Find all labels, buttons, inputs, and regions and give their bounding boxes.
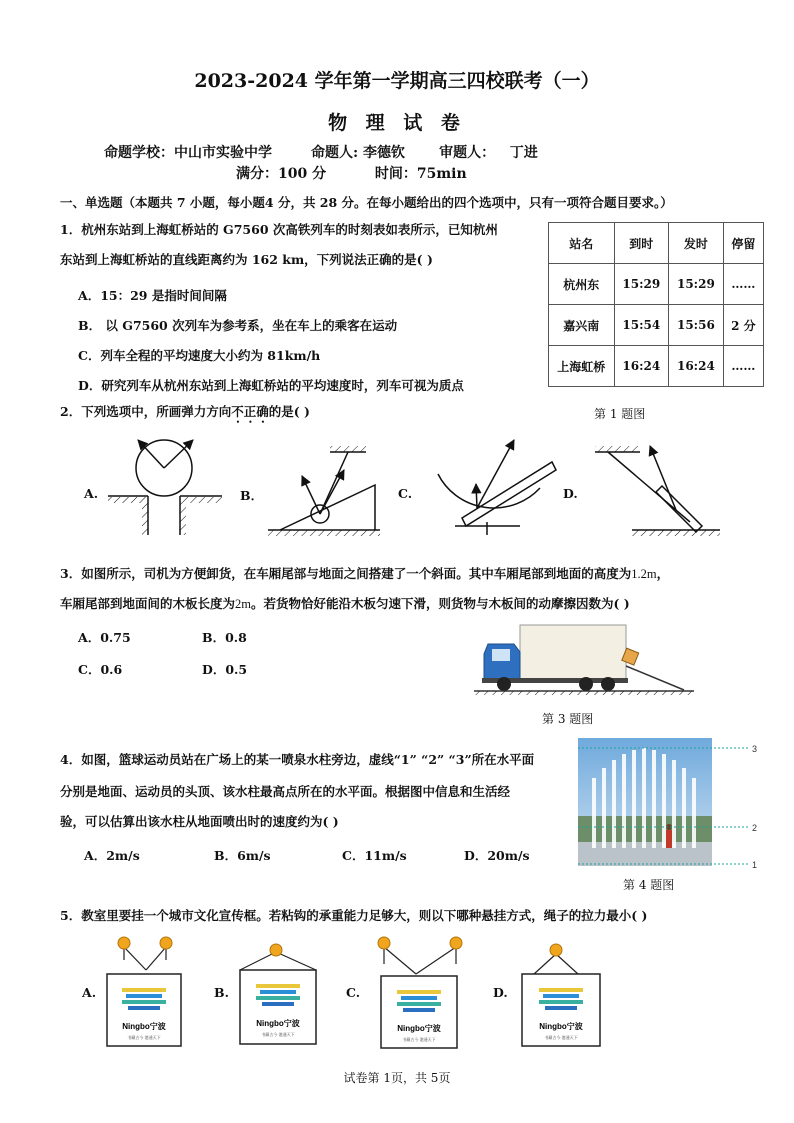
q4-line2: 分别是地面、运动员的头顶、该水柱最高点所在的水平面。根据图中信息和生活经 — [60, 784, 511, 799]
table-cell: 杭州东 — [549, 264, 615, 305]
q1-caption: 第 1 题图 — [594, 407, 646, 421]
q3-line1-end: ， — [656, 566, 670, 581]
basketball-player — [666, 830, 672, 848]
q3-caption: 第 3 题图 — [542, 712, 594, 726]
q4-line1: 4．如图，篮球运动员站在广场上的某一喷泉水柱旁边，虚线“1” “2” “3”所在水平面 — [60, 752, 535, 767]
school-label: 命题学校：中山市实验中学 — [104, 145, 272, 161]
q4-caption: 第 4 题图 — [623, 878, 675, 892]
author-label: 命题人: 李德钦 — [311, 145, 406, 161]
table-cell: …… — [723, 264, 763, 305]
exam-subtitle: 物 理 试 卷 — [328, 112, 466, 134]
q3-option-b: B．0.8 — [202, 630, 247, 645]
q3-option-d: D．0.5 — [202, 662, 248, 677]
frame-d — [522, 944, 600, 1046]
logo-text: Ningbo宁波 — [539, 1022, 583, 1031]
ramp-board — [626, 666, 684, 690]
q5-option-b: B. — [214, 985, 229, 1000]
q5-option-d: D. — [493, 985, 508, 1000]
q4-fountain-photo — [578, 738, 768, 870]
q3-truck-diagram — [474, 620, 694, 700]
q4-option-b: B．6m/s — [214, 848, 271, 863]
table-row — [549, 305, 764, 346]
table-cell: 16:24 — [669, 346, 724, 387]
truck-wheel — [579, 677, 593, 691]
timetable-header: 站名 — [549, 223, 615, 264]
logo-text: Ningbo宁波 — [256, 1019, 300, 1028]
page-footer: 试卷第 1页，共 5页 — [343, 1071, 451, 1085]
truck-wheel — [601, 677, 615, 691]
diagram-a — [108, 440, 222, 535]
q4-option-c: C．11m/s — [342, 848, 407, 863]
logo-sub: 书藏古今 港通天下 — [544, 1035, 578, 1040]
ground-hatch — [474, 691, 694, 695]
table-row — [549, 264, 764, 305]
q2-option-b: B． — [240, 488, 264, 503]
q4-option-d: D．20m/s — [464, 848, 530, 863]
q1-option-b: B． 以 G7560 次列车为参考系，坐在车上的乘客在运动 — [78, 318, 398, 333]
q3-line2 — [60, 594, 630, 614]
table-cell: …… — [723, 346, 763, 387]
q3-option-a: A．0.75 — [78, 630, 131, 645]
mark-2: 2 — [752, 823, 758, 833]
diagram-c — [438, 440, 556, 535]
table-cell: 上海虹桥 — [549, 346, 615, 387]
logo-sub: 书藏古今 港通天下 — [127, 1035, 161, 1040]
diagram-d — [595, 446, 720, 536]
q5-stem: 5．教室里要挂一个城市文化宣传框。若粘钩的承重能力足够大，则以下哪种悬挂方式，绳子的拉力最小( ) — [60, 908, 648, 923]
section-heading: 一、单选题（本题共 7 小题，每小题4 分，共 28 分。在每小题给出的四个选项中，只有一项符合题目要求。） — [60, 195, 673, 210]
logo-text: Ningbo宁波 — [397, 1024, 441, 1033]
diagram-b — [268, 446, 380, 536]
q3-line2-end: 。若货物恰好能沿木板匀速下滑，则货物与木板间的动摩擦因数为( ) — [251, 596, 630, 611]
timetable-header: 停留 — [723, 223, 763, 264]
q3-line1-text: 3．如图所示，司机为方便卸货，在车厢尾部与地面之间搭建了一个斜面。其中车厢尾部到地面的高度为 — [60, 566, 632, 581]
q1-option-d: D．研究列车从杭州东站到上海虹桥站的平均速度时，列车可视为质点 — [78, 378, 464, 393]
score-label: 满分：100 分 — [236, 166, 327, 182]
q3-length-value: 2m — [235, 597, 251, 611]
q2-prefix: 2．下列选项中，所画弹力方向 — [60, 404, 232, 419]
q4-option-a: A．2m/s — [84, 848, 140, 863]
truck-window — [492, 649, 510, 661]
exam-authors — [104, 142, 538, 162]
reviewer-label: 审题人： 丁进 — [439, 145, 538, 161]
table-cell: 嘉兴南 — [549, 305, 615, 346]
q2-option-a: A. — [84, 486, 99, 501]
q2-emphasis: 不正确 — [231, 404, 269, 419]
q2-diagrams — [0, 430, 794, 540]
logo-text: Ningbo宁波 — [122, 1022, 166, 1031]
table-cell: 15:54 — [614, 305, 669, 346]
q4-line3: 验，可以估算出该水柱从地面喷出时的速度约为( ) — [60, 814, 339, 829]
q1-line1: 1．杭州东站到上海虹桥站的 G7560 次高铁列车的时刻表如表所示，已知杭州 — [60, 222, 498, 237]
logo-sub: 书藏古今 港通天下 — [402, 1037, 436, 1042]
mark-1: 1 — [752, 860, 758, 870]
frame-b — [240, 944, 316, 1044]
q5-option-a: A. — [82, 985, 97, 1000]
timetable — [548, 222, 764, 387]
q1-line2: 东站到上海虹桥站的直线距离约为 162 km，下列说法正确的是( ) — [60, 252, 433, 267]
q2-suffix: 的是( ) — [268, 404, 310, 419]
q5-option-c: C. — [346, 985, 361, 1000]
q3-height-value: 1.2m — [631, 567, 657, 581]
table-cell: 15:56 — [669, 305, 724, 346]
q2-stem — [60, 402, 310, 426]
frame-c — [378, 937, 462, 1048]
frame-a — [107, 937, 181, 1046]
mark-3: 3 — [752, 744, 758, 754]
table-cell: 15:29 — [614, 264, 669, 305]
table-cell: 15:29 — [669, 264, 724, 305]
exam-title: 2023-2024 学年第一学期高三四校联考（一） — [194, 70, 600, 92]
logo-sub: 书藏古今 港通天下 — [261, 1032, 295, 1037]
q2-option-c: C. — [398, 486, 413, 501]
q1-option-c: C．列车全程的平均速度大小约为 81km/h — [78, 348, 321, 363]
q5-frames-diagram — [0, 930, 794, 1055]
exam-info — [236, 163, 467, 183]
truck-cargo-box — [520, 625, 626, 681]
q3-line1 — [60, 564, 669, 584]
truck-wheel — [497, 677, 511, 691]
timetable-header: 到时 — [614, 223, 669, 264]
q1-option-a: A．15：29 是指时间间隔 — [78, 288, 227, 303]
timetable-header-row — [549, 223, 764, 264]
timetable-header: 发时 — [669, 223, 724, 264]
time-label: 时间：75min — [374, 166, 467, 182]
table-cell: 2 分 — [723, 305, 763, 346]
table-cell: 16:24 — [614, 346, 669, 387]
q2-option-d: D. — [563, 486, 578, 501]
q3-option-c: C．0.6 — [78, 662, 123, 677]
table-row — [549, 346, 764, 387]
q3-line2-text: 车厢尾部到地面间的木板长度为 — [60, 596, 236, 611]
